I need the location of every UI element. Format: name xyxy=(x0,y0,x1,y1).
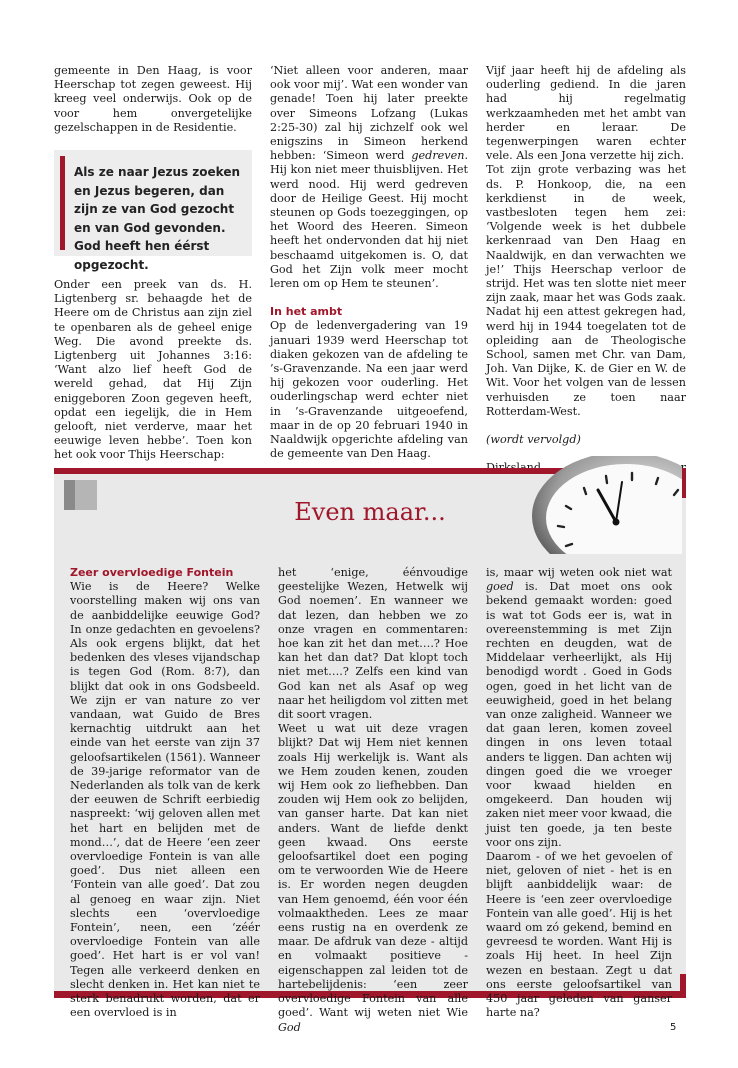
column-2-body-italic: gedreven xyxy=(411,149,465,163)
box-column-3-italic: goed xyxy=(486,580,514,594)
box-column-3-text xyxy=(486,566,672,850)
box-column-3-text-b: Daarom - of we het gevoelen of niet, geloven of niet - het is en blijft aanbiddelijk waar: de Heere is ‘een zeer overvloedige Fontein van alle goed’. Hij is het waard om zó gekend, bemind en gevreesd te worden. Want Hij is zoals Hij heet. In heel Zijn wezen en bestaan. Zegt u dat ons eerste geloofsartikel van 450 jaar geleden van ganser harte na? xyxy=(486,850,672,1020)
clock-icon xyxy=(526,456,682,554)
page-number: 5 xyxy=(670,1022,677,1033)
column-1 xyxy=(54,64,252,135)
pull-quote xyxy=(54,150,252,272)
box-column-3 xyxy=(486,566,672,1021)
box-column-3-after: is. Dat moet ons ook bekend gemaakt worden: goed is wat tot Gods eer is, wat in overeenstemming is met Zijn rechten en deugden, wat de Middelaar verheerlijkt, als Hij benodigd wordt . Goed in Gods ogen, goed in het licht van de eeuwigheid, goed in het belang van onze zaligheid. Wanneer we dat gaan leren, komen zoveel dingen in ons leven totaal anders te liggen. Dan achten wij dingen goed die we vroeger voor kwaad hielden en omgekeerd. Dan houden wij zaken niet meer voor kwaad, die juist ten goede, ja ten beste voor ons zijn. xyxy=(486,580,672,849)
column-2-body xyxy=(270,64,468,291)
quote-bar xyxy=(60,156,65,250)
box-column-2 xyxy=(278,566,468,1035)
box-column-2-text-b-before: Weet u wat uit deze vragen blijkt? Dat wij Hem niet kennen zoals Hij werkelijk is. Want als we Hem zouden kenen, zouden wij Hem ook zo liefhebben. Dan zouden wij Hem ook zo belijden, van ganser harte. Dat kan niet anders. Want de liefde denkt geen kwaad. Ons eerste geloofsartikel doet een poging om te verwoorden Wie de Heere is. Er worden negen deugden van Hem genoemd, één voor één volmaaktheden. Lees ze maar eens rustig na en overdenk ze maar. De afdruk van deze - altijd en volmaakt positieve - eigenschappen zal leiden tot de hartebelijdenis: ‘een zeer overvloedige Fontein van alle goed’. Want wij weten niet Wie xyxy=(278,722,468,1020)
column-3 xyxy=(486,64,686,475)
column-2 xyxy=(270,64,468,461)
box-column-1-text: Wie is de Heere? Welke voorstelling maken wij ons van de aanbiddelijke eeuwige God? In onze gedachten en gevoelens? Als ook ergens blijkt, dat het bedenken des vleses vijandschap is tegen God (Rom. 8:7), dan blijkt dat ook in ons Godsbeeld. We zijn er van nature zo ver vandaan, wat Guido de Bres kernachtig uitdrukt aan het einde van het eerste van zijn 37 geloofsartikelen (1561). Wanneer de 39-jarige reformator van de Nederlanden als tolk van de kerk der eeuwen de Schrift eerbiedig naspreekt: ‘wij geloven allen met het hart en belijden met de mond…’, dat de Heere ‘een zeer overvloedige Fontein is van alle goed’. Dus niet alleen een ‘Fontein van alle goed’. Dat zou al genoeg en waar zijn. Niet slechts een ‘overvloedige Fontein’, neen, een ‘zéér overvloedige Fontein van alle goed’. Het hart is er vol van! Tegen alle verkeerd denken en slecht denken in. Het kan niet te sterk benadrukt worden, dat er een overvloed is in xyxy=(70,580,260,1020)
column-1-body-text: Onder een preek van ds. H. Ligtenberg sr. behaagde het de Heere om de Christus aan zijn ziel te openbaren als de geheel enige Weg. Die avond preekte ds. Ligtenberg uit Johannes 3:16: ‘Want alzo lief heeft God de wereld gehad, dat Hij Zijn eniggeboren Zoon gegeven heeft, opdat een iegelijk, die in Hem gelooft, niet verderve, maar het eeuwige leven hebbe’. Toen kon het ook voor Thijs Heerschap: xyxy=(54,278,252,462)
column-1-intro: gemeente in Den Haag, is voor Heerschap tot zegen geweest. Hij kreeg veel onderwijs. Ook op de voor hem onvergetelijke gezelschappen in de Residentie. xyxy=(54,64,252,134)
box-title: Even maar... xyxy=(294,498,446,526)
column-1-body xyxy=(54,278,252,463)
box-bottom-right-rule xyxy=(680,974,686,998)
column-2-body2: Op de ledenvergadering van 19 januari 1939 werd Heerschap tot diaken gekozen van de afdeling te ’s-Gravenzande. Na een jaar werd hij gekozen voor ouderling. Het ouderlingschap werd echter niet in ’s-Gravenzande uitgeoefend, maar in de op 20 februari 1940 in Naaldwijk opgerichte afdeling van de gemeente van Den Haag. xyxy=(270,319,468,461)
decorative-square-light xyxy=(75,480,97,510)
box-top-rule xyxy=(54,468,564,474)
box-column-1 xyxy=(70,566,260,1021)
box-heading: Zeer overvloedige Fontein xyxy=(70,566,234,579)
box-column-2-text: het ‘enige, éénvoudige geestelijke Wezen, Hetwelk wij God noemen’. En wanneer we dat lezen, dan hebben we zo onze vragen en commentaren: hoe kan zit het dan met….? Hoe kan het dan dat? Dat klopt toch niet met….? Zelfs een kind van God kan net als Asaf op weg naar het heiligdom vol zitten met dit soort vragen. xyxy=(278,566,468,722)
pull-quote-text: Als ze naar Jezus zoeken en Jezus begeren, dan zijn ze van God gezocht en van God gevonden. God heeft hen éérst opgezocht. xyxy=(74,165,241,272)
column-2-body-before: ‘Niet alleen voor anderen, maar ook voor mij’. Wat een wonder van genade! Toen hij later preekte over Simeons Lofzang (Lukas 2:25-30) zal hij zichzelf ook wel enigszins in Simeon herkend hebben: ‘Simeon werd xyxy=(270,64,468,163)
box-column-3-before: is, maar wij weten ook niet wat xyxy=(486,566,672,579)
box-column-2-text-b xyxy=(278,722,468,1034)
column-2-body-after: . Hij kon niet meer thuisblijven. Het werd nood. Hij werd gedreven door de Heilige Geest. Hij mocht steunen op Gods toezeggingen, op het Woord des Heeren. Simeon heeft het ondervonden dat hij niet beschaamd uitgekomen is. O, dat God het Zijn volk meer mocht leren om op Hem te steunen’. xyxy=(270,149,468,291)
box-column-2-text-b-italic: God xyxy=(278,1020,301,1034)
column-3-body: Vijf jaar heeft hij de afdeling als ouderling gediend. In die jaren had hij regelmatig werkzaamheden met het ambt van herder en leraar. De tegenwerpingen waren echter vele. Als een Jona verzette hij zich. xyxy=(486,64,686,163)
column-3-body2: Tot zijn grote verbazing was het ds. P. Honkoop, die, na een kerkdienst in de week, vastbesloten tegen hem zei: ‘Volgende week is het dubbele kerkenraad van Den Haag en Naaldwijk, en dan verwachten we je!’ Thijs Heerschap verloor de strijd. Het was ten slotte niet meer zijn zaak, maar het was Gods zaak. Nadat hij een attest gekregen had, werd hij in 1944 toegelaten tot de opleiding aan de Theologische School, samen met Chr. van Dam, Joh. Van Dijke, K. de Gier en W. de Wit. Voor het volgen van de lessen verhuisden ze toen naar Rotterdam-West. xyxy=(486,163,686,418)
section-heading-in-het-ambt: In het ambt xyxy=(270,305,343,319)
continued-note: (wordt vervolgd) xyxy=(486,433,581,447)
